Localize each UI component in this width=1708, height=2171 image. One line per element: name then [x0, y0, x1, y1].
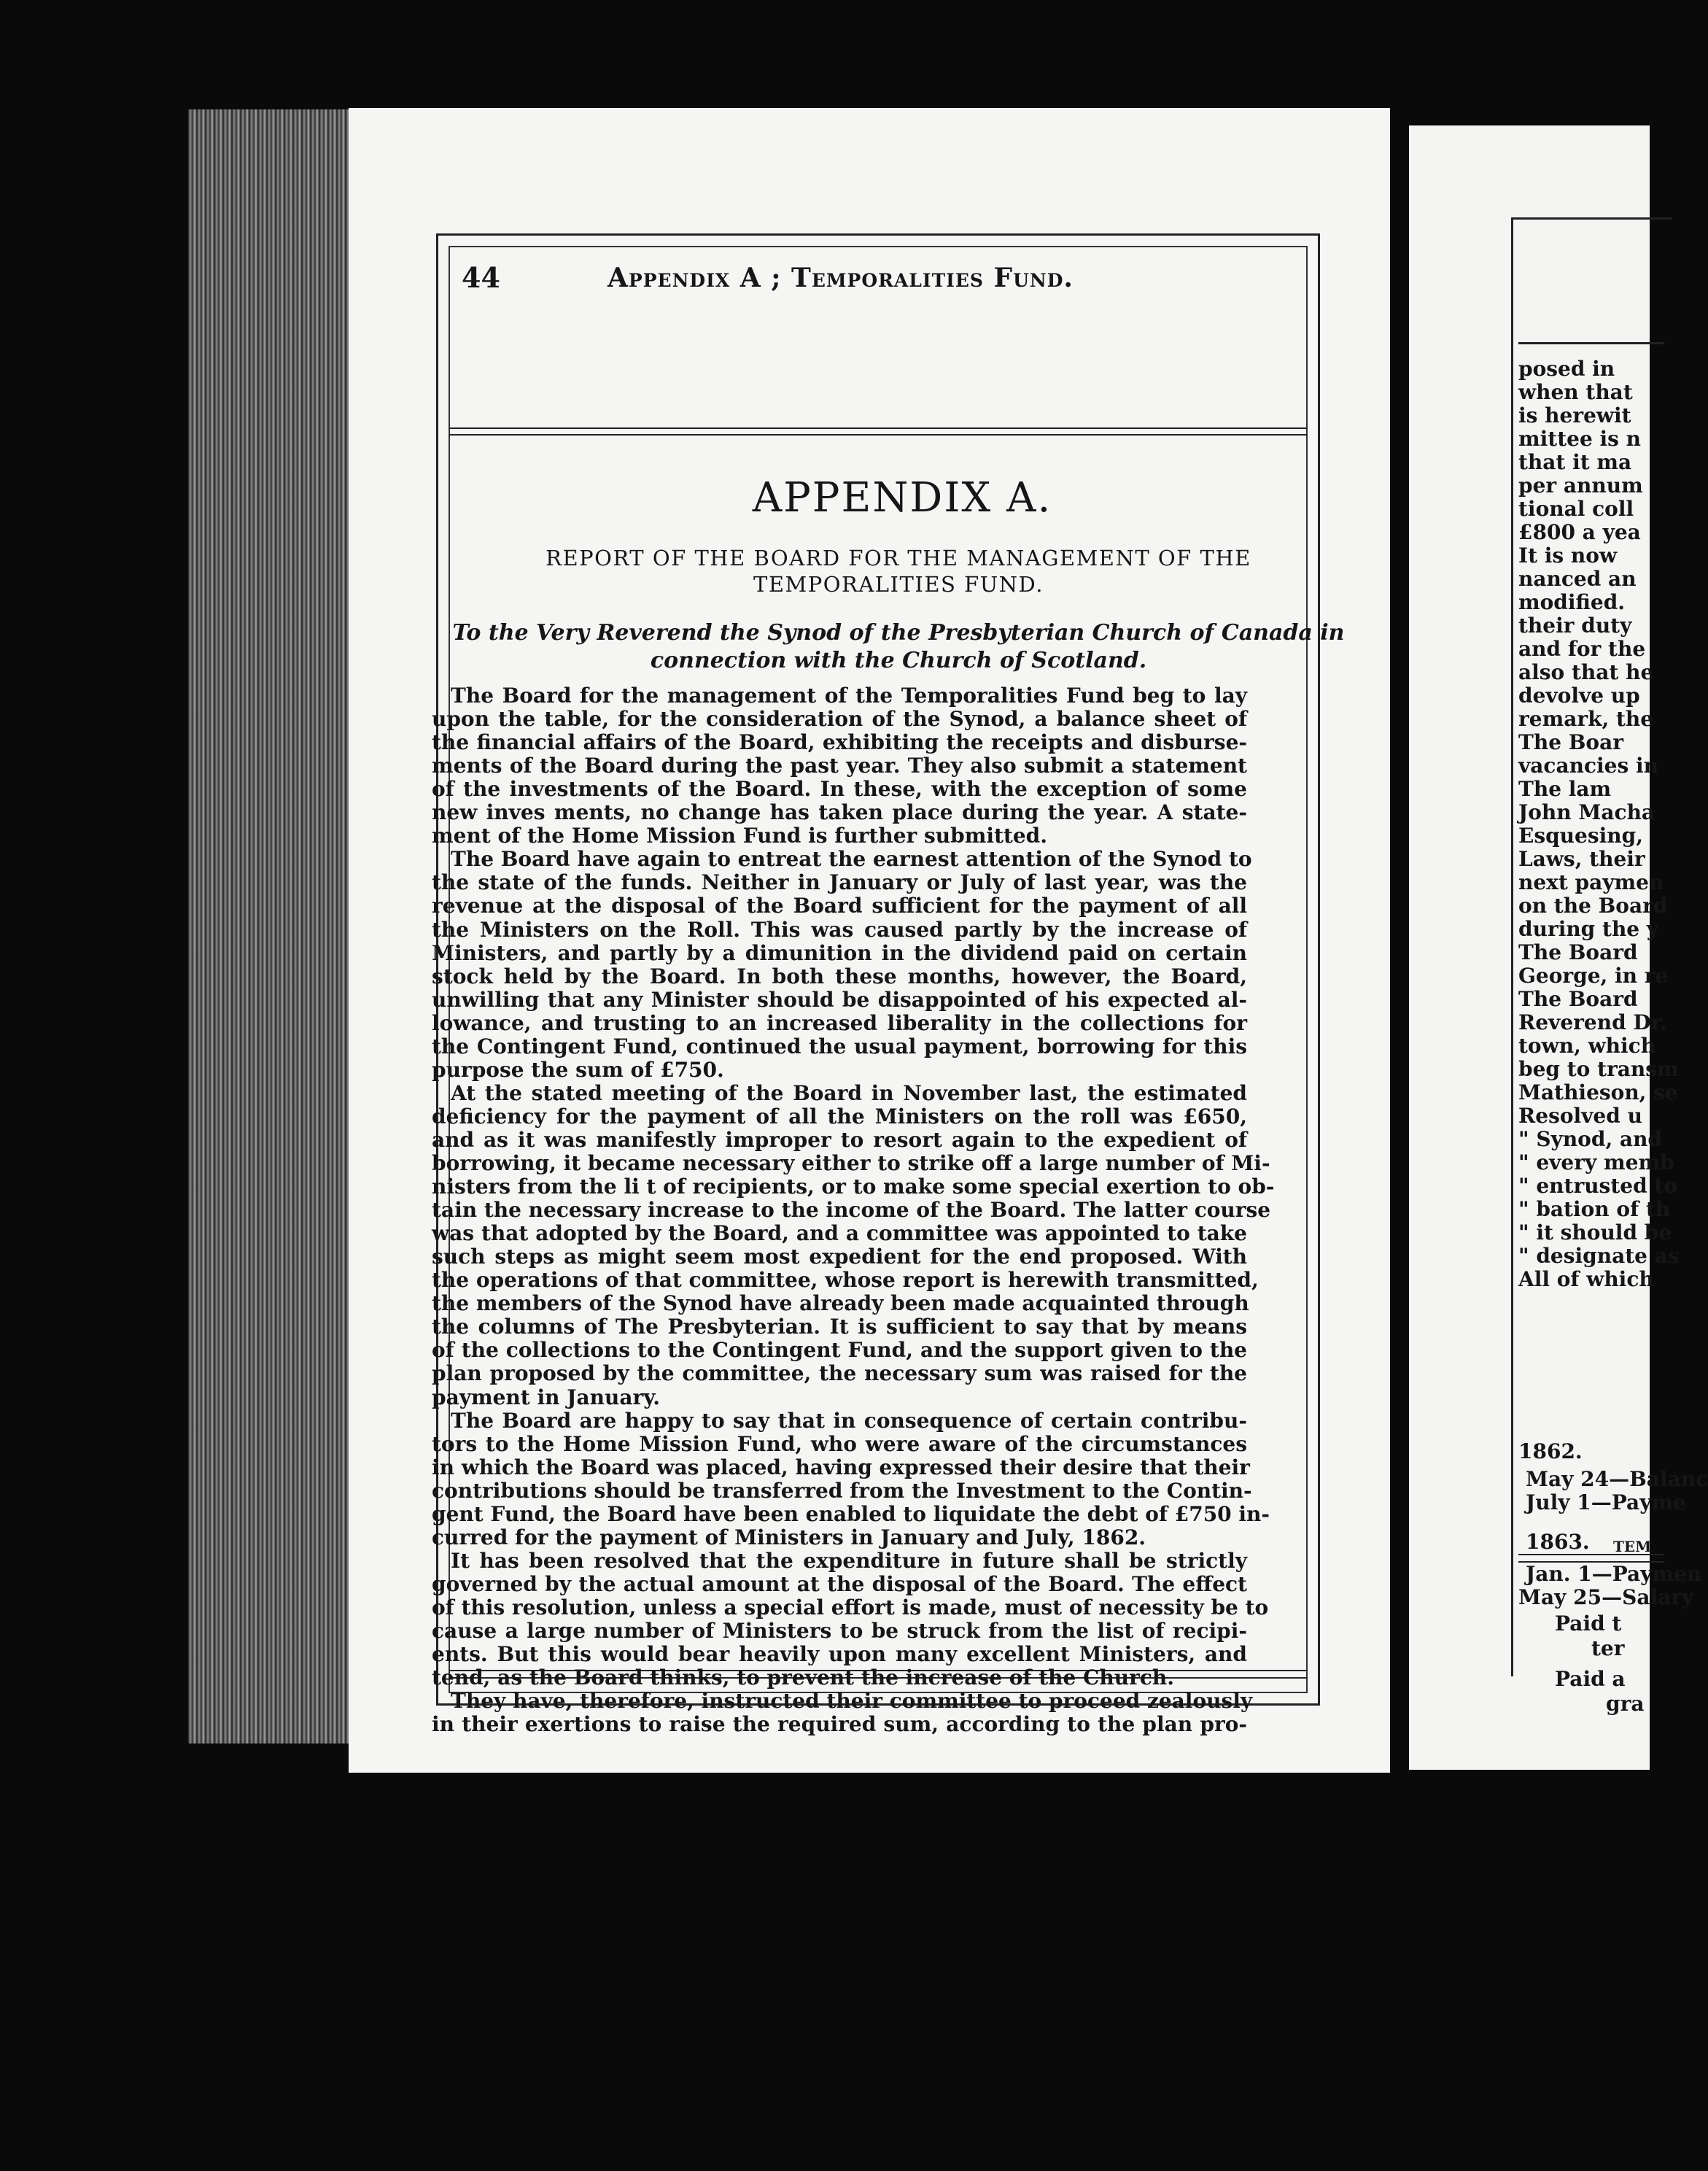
text-line: The Boar — [1518, 730, 1623, 754]
text-line: mittee is n — [1518, 427, 1642, 451]
text-line: lowance, and trusting to an increased liberality in the collections for — [432, 1010, 1247, 1035]
text-line: that it ma — [1518, 450, 1632, 474]
text-line: nisters from the li t of recipients, or to make some special exertion to ob- — [432, 1174, 1275, 1199]
text-line: At the stated meeting of the Board in November last, the estimated — [451, 1080, 1247, 1105]
text-line: tors to the Home Mission Fund, who were aware of the circumstances — [432, 1431, 1247, 1456]
text-line: The Board are happy to say that in consequence of certain contribu- — [451, 1408, 1247, 1433]
text-line: in which the Board was placed, having expressed their desire that their — [432, 1455, 1250, 1479]
text-line: when that — [1518, 380, 1633, 404]
text-line: gent Fund, the Board have been enabled to liquidate the debt of £750 in- — [432, 1501, 1270, 1526]
page-number: 44 — [462, 261, 500, 294]
text-line: of this resolution, unless a special effort is made, must of necessity be to — [432, 1595, 1269, 1619]
text-line: ents. But this would bear heavily upon many excellent Ministers, and — [432, 1642, 1247, 1667]
text-line: " every memb — [1518, 1150, 1674, 1174]
table-line: Paid a — [1555, 1667, 1626, 1691]
text-line: during the y — [1518, 917, 1659, 941]
text-line: tain the necessary increase to the income of the Board. The latter course — [432, 1198, 1271, 1223]
table-line: May 24—Balanc — [1526, 1467, 1708, 1491]
address-line: To the Very Reverend the Synod of the Presbyterian Church of Canada in — [452, 620, 1345, 646]
text-line: " entrusted to — [1518, 1174, 1677, 1198]
text-line: The lam — [1518, 777, 1612, 801]
text-line: the Ministers on the Roll. This was caused partly by the increase of — [432, 917, 1247, 942]
text-line: posed in — [1518, 357, 1615, 381]
text-line: deficiency for the payment of all the Ministers on the roll was £650, — [432, 1104, 1247, 1129]
text-line: on the Board — [1518, 894, 1668, 918]
text-line: the members of the Synod have already been made acquainted through — [432, 1291, 1249, 1316]
text-line: cause a large number of Ministers to be struck from the list of recipi- — [432, 1619, 1247, 1643]
text-line: " Synod, and — [1518, 1127, 1663, 1151]
book-page-edges — [188, 109, 356, 1744]
text-line: such steps as might seem most expedient for the end proposed. With — [432, 1245, 1247, 1269]
table-line: Jan. 1—Paymen — [1526, 1562, 1702, 1586]
text-line: tend, as the Board thinks, to prevent the increase of the Church. — [432, 1665, 1174, 1690]
header-rule — [449, 427, 1308, 429]
running-head: Appendix A ; Temporalities Fund. — [607, 263, 1074, 293]
text-line: John Macha — [1518, 800, 1655, 824]
text-line: vacancies in — [1518, 754, 1658, 778]
table-heading: TEM — [1613, 1538, 1652, 1555]
text-line: of the investments of the Board. In these, with the exception of some — [432, 777, 1247, 802]
text-line: governed by the actual amount at the disposal of the Board. The effect — [432, 1571, 1247, 1596]
text-line: " bation of th — [1518, 1197, 1671, 1221]
text-line: ments of the Board during the past year. They also submit a statement — [432, 754, 1247, 778]
text-line: the Contingent Fund, continued the usual payment, borrowing for this — [432, 1034, 1247, 1059]
text-line: " designate as — [1518, 1244, 1680, 1268]
right-page — [1409, 125, 1708, 1770]
page-frame — [1511, 217, 1513, 1676]
text-line: The Board — [1518, 940, 1638, 964]
report-title-line: TEMPORALITIES FUND. — [753, 572, 1044, 597]
text-line: Laws, their — [1518, 847, 1645, 871]
text-line: Reverend Dr. — [1518, 1010, 1667, 1034]
text-line: Ministers, and partly by a dimunition in the dividend paid on certain — [432, 940, 1247, 965]
table-line: 1863. — [1526, 1530, 1590, 1554]
text-line: It is now — [1518, 543, 1618, 568]
text-line: the operations of that committee, whose report is herewith transmitted, — [432, 1268, 1259, 1293]
table-line: Paid t — [1555, 1611, 1622, 1636]
report-title-line: REPORT OF THE BOARD FOR THE MANAGEMENT OF THE — [546, 546, 1251, 570]
table-line: gra — [1606, 1692, 1645, 1716]
text-line: George, in re — [1518, 964, 1669, 988]
text-line: ment of the Home Mission Fund is further submitted. — [432, 824, 1048, 848]
table-line: ter — [1591, 1636, 1625, 1660]
text-line: nanced an — [1518, 567, 1637, 591]
text-line: contributions should be transferred from the Investment to the Contin- — [432, 1478, 1252, 1503]
text-line: town, which — [1518, 1034, 1656, 1058]
text-line: new inves ments, no change has taken place during the year. A state- — [432, 800, 1247, 825]
text-line: borrowing, it became necessary either to strike off a large number of Mi- — [432, 1151, 1270, 1175]
text-line: The Board — [1518, 987, 1638, 1011]
text-line: remark, the — [1518, 707, 1654, 731]
text-line: All of which — [1518, 1267, 1654, 1291]
text-line: was that adopted by the Board, and a committee was appointed to take — [432, 1221, 1247, 1246]
text-line: unwilling that any Minister should be disappointed of his expected al- — [432, 987, 1247, 1012]
text-line: " it should be — [1518, 1220, 1672, 1245]
text-line: their duty — [1518, 614, 1632, 638]
text-line: and for the — [1518, 637, 1646, 661]
text-line: devolve up — [1518, 684, 1640, 708]
text-line: the state of the funds. Neither in January or July of last year, was the — [432, 870, 1247, 895]
text-line: is herewit — [1518, 403, 1631, 427]
header-rule — [1518, 342, 1664, 344]
text-line: Mathieson, se — [1518, 1080, 1678, 1104]
text-line: The Board for the management of the Temporalities Fund beg to lay — [451, 684, 1247, 708]
address-line: connection with the Church of Scotland. — [650, 648, 1147, 673]
text-line: the columns of The Presbyterian. It is sufficient to say that by means — [432, 1315, 1247, 1339]
text-line: revenue at the disposal of the Board sufficient for the payment of all — [432, 894, 1247, 918]
text-line: curred for the payment of Ministers in January and July, 1862. — [432, 1525, 1146, 1549]
text-line: plan proposed by the committee, the necessary sum was raised for the — [432, 1361, 1247, 1386]
header-rule — [449, 434, 1308, 436]
text-line: and as it was manifestly improper to resort again to the expedient of — [432, 1127, 1247, 1152]
page-frame — [1511, 217, 1672, 220]
text-line: the financial affairs of the Board, exhibiting the receipts and disburse- — [432, 730, 1247, 755]
text-line: beg to transm — [1518, 1057, 1679, 1081]
table-line: July 1—Payme — [1526, 1490, 1686, 1514]
text-line: per annum — [1518, 473, 1643, 498]
text-line: upon the table, for the consideration of the Synod, a balance sheet of — [432, 707, 1247, 732]
text-line: It has been resolved that the expenditure in future shall be strictly — [451, 1548, 1247, 1573]
table-line: May 25—Salary — [1518, 1585, 1694, 1609]
text-line: £800 a yea — [1518, 520, 1641, 544]
table-line: 1862. — [1518, 1439, 1583, 1463]
text-line: purpose the sum of £750. — [432, 1057, 724, 1082]
text-line: tional coll — [1518, 497, 1634, 521]
text-line: Esquesing, — [1518, 824, 1643, 848]
text-line: modified. — [1518, 590, 1626, 614]
text-line: The Board have again to entreat the earnest attention of the Synod to — [451, 847, 1252, 872]
left-page — [349, 108, 1390, 1773]
text-line: next paymen — [1518, 870, 1664, 894]
text-line: stock held by the Board. In both these months, however, the Board, — [432, 964, 1247, 988]
text-line: in their exertions to raise the required sum, according to the plan pro- — [432, 1712, 1247, 1737]
appendix-title: APPENDIX A. — [752, 474, 1052, 522]
text-line: of the collections to the Contingent Fund, and the support given to the — [432, 1338, 1247, 1363]
text-line: They have, therefore, instructed their committee to proceed zealously — [451, 1689, 1253, 1714]
text-line: Resolved u — [1518, 1104, 1642, 1128]
text-line: also that he — [1518, 660, 1654, 684]
text-line: payment in January. — [432, 1385, 661, 1409]
